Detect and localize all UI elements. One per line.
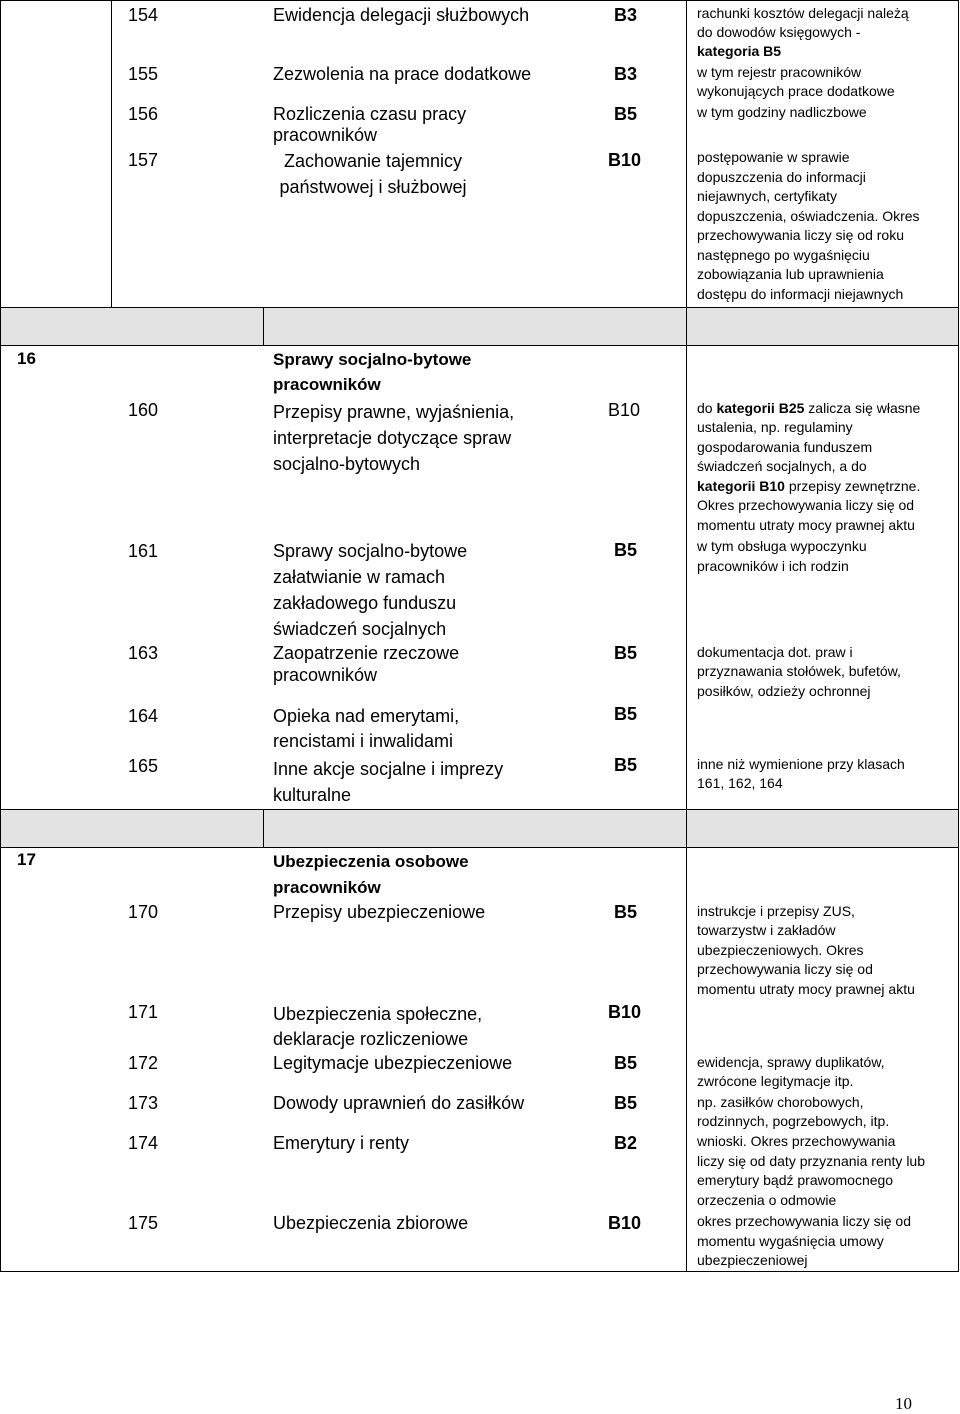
- note-line: ewidencja, sprawy duplikatów,: [697, 1054, 885, 1070]
- row-divider: [0, 809, 959, 810]
- note-line: dopuszczenia, oświadczenia. Okres: [697, 208, 920, 224]
- archive-category: B3: [614, 5, 638, 25]
- note-line: przechowywania liczy się od roku: [697, 227, 904, 243]
- note-line: w tym obsługa wypoczynku: [697, 538, 867, 554]
- class-name: Ubezpieczenia społeczne,: [273, 1004, 483, 1024]
- class-name: Zaopatrzenie rzeczowe: [273, 643, 460, 663]
- note-line: ubezpieczeniowych. Okres: [697, 942, 864, 958]
- class-name: kulturalne: [273, 785, 352, 805]
- class-name: Opieka nad emerytami,: [273, 706, 460, 726]
- note-line: inne niż wymienione przy klasach: [697, 756, 905, 772]
- note-line: momentu utraty mocy prawnej aktu: [697, 517, 915, 533]
- class-code: 165: [128, 756, 159, 776]
- class-code: 174: [128, 1133, 159, 1153]
- class-name: interpretacje dotyczące spraw: [273, 428, 512, 448]
- class-name: załatwianie w ramach: [273, 567, 446, 587]
- class-code: 173: [128, 1093, 159, 1113]
- class-name: Ewidencja delegacji służbowych: [273, 5, 530, 25]
- archive-category: B5: [614, 755, 638, 775]
- note-line: kategorii B10 przepisy zewnętrzne.: [697, 478, 921, 494]
- class-code: 161: [128, 541, 159, 561]
- archive-category: B10: [608, 150, 642, 170]
- note-line: [697, 399, 920, 419]
- note-line: instrukcje i przepisy ZUS,: [697, 903, 855, 919]
- note-line: wykonujących prace dodatkowe: [697, 83, 895, 99]
- archive-category: B5: [614, 643, 638, 663]
- class-code: 170: [128, 902, 159, 922]
- section-separator-band: [1, 307, 958, 345]
- section-title: pracowników: [273, 878, 381, 897]
- note-line: następnego po wygaśnięciu: [697, 247, 870, 263]
- note-line: Okres przechowywania liczy się od: [697, 497, 915, 513]
- class-name: zakładowego funduszu: [273, 593, 457, 613]
- row-divider: [0, 345, 959, 346]
- archive-category: B5: [614, 540, 638, 560]
- section-title: pracowników: [273, 375, 381, 394]
- column-divider: [263, 307, 264, 345]
- note-line: ubezpieczeniowej: [697, 1252, 808, 1268]
- class-name: Legitymacje ubezpieczeniowe: [273, 1053, 513, 1073]
- note-line: zwrócone legitymacje itp.: [697, 1073, 854, 1089]
- note-line: dokumentacja dot. praw i: [697, 644, 853, 660]
- note-line: przyznawania stołówek, bufetów,: [697, 663, 901, 679]
- class-code: 155: [128, 64, 159, 84]
- archive-category: B5: [614, 704, 638, 724]
- section-code: 17: [17, 850, 36, 869]
- note-line: okres przechowywania liczy się od: [697, 1213, 911, 1229]
- note-line: orzeczenia o odmowie: [697, 1192, 837, 1208]
- class-code: 163: [128, 643, 159, 663]
- category-reference: kategorii B10: [697, 478, 785, 494]
- note-line: emerytury bądź prawomocnego: [697, 1172, 894, 1188]
- column-divider: [111, 0, 112, 307]
- class-code: 156: [128, 104, 159, 124]
- class-name: Sprawy socjalno-bytowe: [273, 541, 468, 561]
- note-line: kategoria B5: [697, 43, 782, 59]
- class-name: Ubezpieczenia zbiorowe: [273, 1213, 469, 1233]
- class-name: Przepisy prawne, wyjaśnienia,: [273, 402, 515, 422]
- class-name: Rozliczenia czasu pracy: [273, 104, 467, 124]
- note-line: postępowanie w sprawie: [697, 149, 850, 165]
- class-name: świadczeń socjalnych: [273, 619, 447, 639]
- page-number: 10: [895, 1394, 912, 1413]
- note-line: dopuszczenia do informacji: [697, 169, 866, 185]
- archive-category: B5: [614, 1053, 638, 1073]
- archive-category: B5: [614, 1093, 638, 1113]
- archive-category: B10: [608, 1213, 642, 1233]
- class-name: państwowej i służbowej: [279, 177, 467, 197]
- section-separator-band: [1, 809, 958, 847]
- archive-category: B3: [614, 64, 638, 84]
- class-name: Zachowanie tajemnicy: [283, 151, 463, 171]
- note-line: rodzinnych, pogrzebowych, itp.: [697, 1113, 890, 1129]
- archive-category: B2: [614, 1133, 638, 1153]
- note-line: niejawnych, certyfikaty: [697, 188, 838, 204]
- note-line: wnioski. Okres przechowywania: [697, 1133, 896, 1149]
- class-name: rencistami i inwalidami: [273, 731, 454, 751]
- section-title: Ubezpieczenia osobowe: [273, 852, 469, 871]
- section-title: Sprawy socjalno-bytowe: [273, 350, 472, 369]
- class-code: 171: [128, 1002, 159, 1022]
- class-name: Inne akcje socjalne i imprezy: [273, 759, 504, 779]
- class-name: deklaracje rozliczeniowe: [273, 1029, 469, 1049]
- note-line: w tym rejestr pracowników: [697, 64, 862, 80]
- note-line: pracowników i ich rodzin: [697, 558, 849, 574]
- note-line: dostępu do informacji niejawnych: [697, 286, 904, 302]
- class-name: socjalno-bytowych: [273, 454, 421, 474]
- class-name: pracowników: [273, 665, 378, 685]
- archive-category: B10: [608, 1002, 642, 1022]
- class-name: Emerytury i renty: [273, 1133, 410, 1153]
- note-line: w tym godziny nadliczbowe: [697, 104, 867, 120]
- note-line: gospodarowania funduszem: [697, 439, 873, 455]
- class-code: 172: [128, 1053, 159, 1073]
- note-text: do kategorii B25 zalicza się własne: [697, 400, 921, 416]
- class-name: Zezwolenia na prace dodatkowe: [273, 64, 532, 84]
- note-line: np. zasiłków chorobowych,: [697, 1094, 864, 1110]
- note-line: rachunki kosztów delegacji należą: [697, 5, 909, 21]
- class-name: pracowników: [273, 125, 378, 145]
- class-code: 164: [128, 706, 159, 726]
- column-divider: [686, 0, 687, 1272]
- note-line: ustalenia, np. regulaminy: [697, 419, 853, 435]
- note-line: przechowywania liczy się od: [697, 961, 873, 977]
- note-line: momentu utraty mocy prawnej aktu: [697, 981, 915, 997]
- class-code: 175: [128, 1213, 159, 1233]
- note-line: świadczeń socjalnych, a do: [697, 458, 867, 474]
- note-line: zobowiązania lub uprawnienia: [697, 266, 884, 282]
- note-line: momentu wygaśnięcia umowy: [697, 1233, 884, 1249]
- note-line: liczy się od daty przyznania renty lub: [697, 1153, 925, 1169]
- class-name: Przepisy ubezpieczeniowe: [273, 902, 486, 922]
- class-code: 160: [128, 400, 159, 420]
- row-divider: [0, 847, 959, 848]
- archive-category: B10: [608, 400, 641, 420]
- class-code: 154: [128, 5, 159, 25]
- note-line: towarzystw i zakładów: [697, 922, 836, 938]
- note-line: 161, 162, 164: [697, 775, 783, 791]
- note-line: do dowodów księgowych -: [697, 24, 861, 40]
- category-reference: kategorii B25: [716, 400, 805, 416]
- class-name: Dowody uprawnień do zasiłków: [273, 1093, 525, 1113]
- row-divider: [0, 307, 959, 308]
- archive-category: B5: [614, 902, 638, 922]
- note-line: posiłków, odzieży ochronnej: [697, 683, 871, 699]
- class-code: 157: [128, 150, 159, 170]
- section-code: 16: [17, 349, 36, 368]
- column-divider: [263, 809, 264, 847]
- archive-category: B5: [614, 104, 638, 124]
